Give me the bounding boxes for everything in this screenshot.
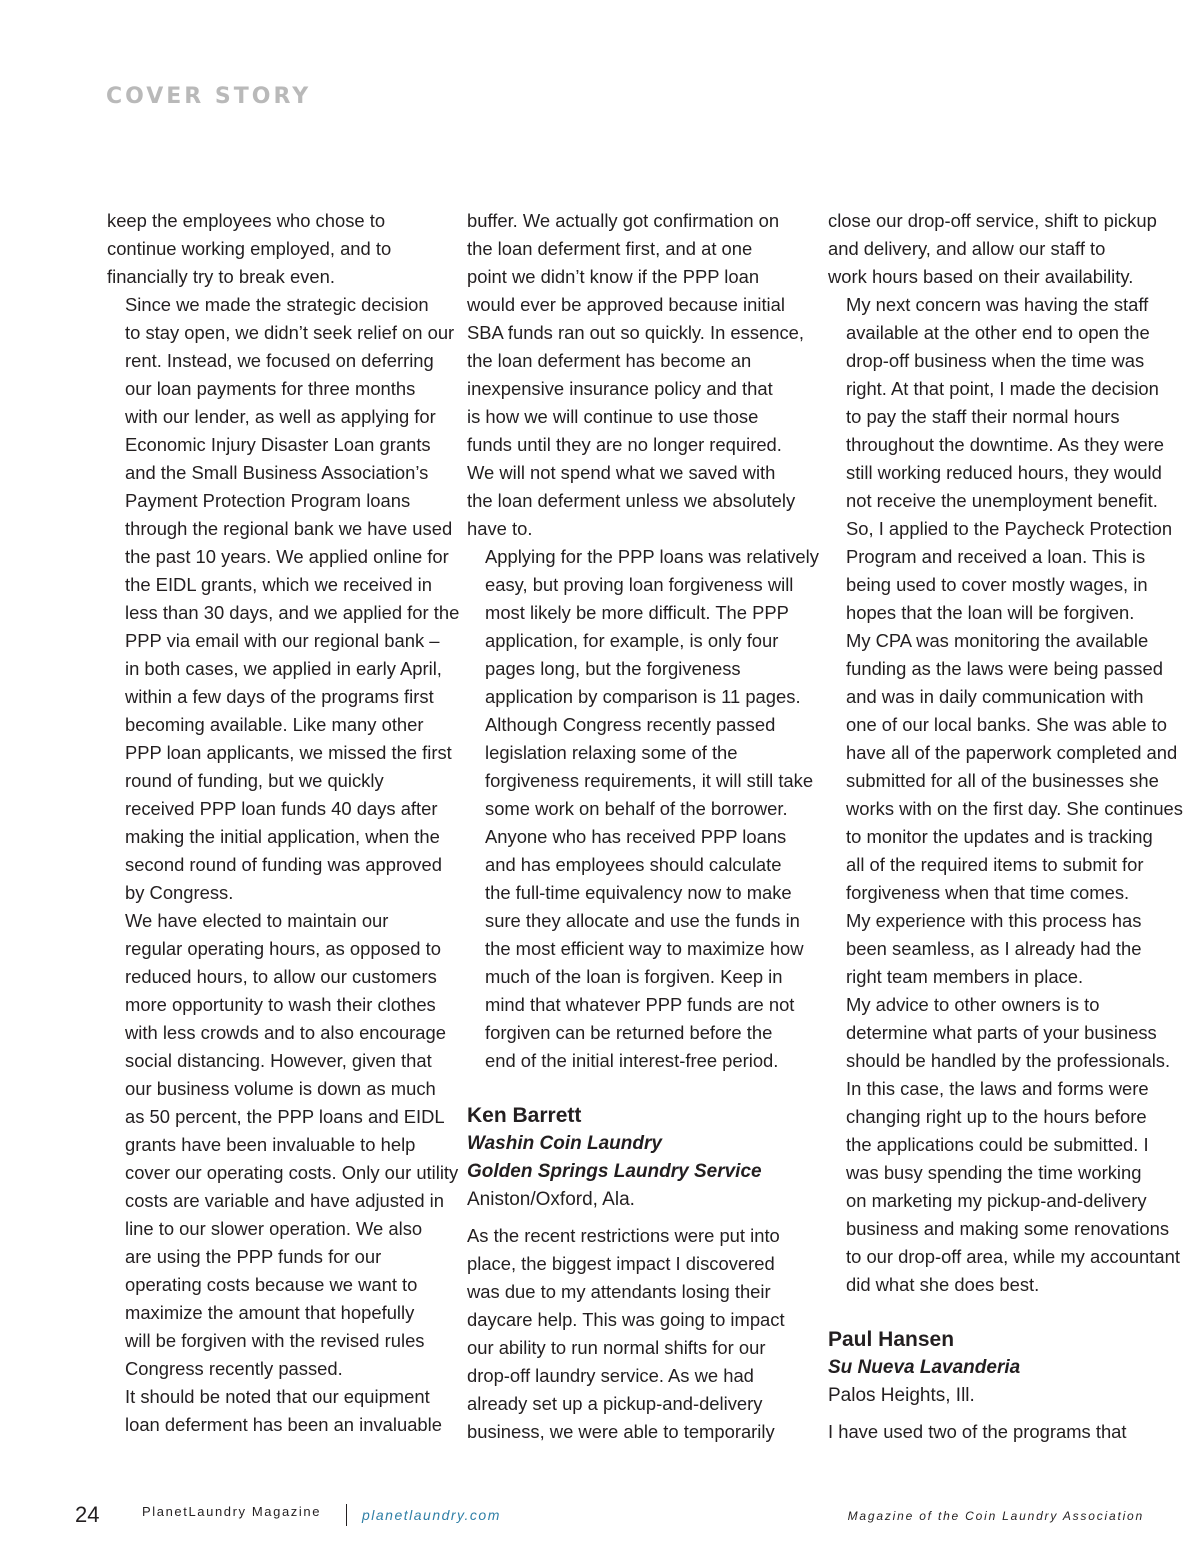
text-line: operating costs because we want to <box>125 1274 418 1295</box>
text-line: by Congress. <box>125 882 234 903</box>
text-line: have all of the paperwork completed and <box>846 742 1178 763</box>
text-line: PPP loan applicants, we missed the first <box>125 742 452 763</box>
text-line: Economic Injury Disaster Loan grants <box>125 434 431 455</box>
text-line: to stay open, we didn’t seek relief on our <box>125 322 455 343</box>
text-line: work hours based on their availability. <box>828 266 1134 287</box>
text-line: legislation relaxing some of the <box>485 742 738 763</box>
contributor-name: Ken Barrett <box>467 1104 582 1127</box>
contributor-bio-paul-hansen <box>828 1325 1153 1410</box>
text-line: inexpensive insurance policy and that <box>467 378 773 399</box>
text-line: still working reduced hours, they would <box>846 462 1162 483</box>
text-line: would ever be approved because initial <box>467 294 785 315</box>
text-line: It should be noted that our equipment <box>125 1386 430 1407</box>
text-line: forgiven can be returned before the <box>485 1022 773 1043</box>
paragraph <box>828 991 1180 1299</box>
text-line: to monitor the updates and is tracking <box>846 826 1153 847</box>
text-line: determine what parts of your business <box>846 1022 1157 1043</box>
text-line: some work on behalf of the borrower. <box>485 798 788 819</box>
text-line: reduced hours, to allow our customers <box>125 966 437 987</box>
text-line: continue working employed, and to <box>107 238 392 259</box>
text-line: sure they allocate and use the funds in <box>485 910 800 931</box>
paragraph <box>107 291 460 907</box>
paragraph <box>107 1383 442 1439</box>
text-line: hopes that the loan will be forgiven. <box>846 602 1135 623</box>
paragraph <box>467 543 819 823</box>
website-link[interactable]: planetlaundry.com <box>362 1507 501 1523</box>
text-line: with less crowds and to also encourage <box>125 1022 446 1043</box>
text-line: on marketing my pickup-and-delivery <box>846 1190 1147 1211</box>
paragraph <box>107 207 437 291</box>
text-line: costs are variable and have adjusted in <box>125 1190 444 1211</box>
text-line: My CPA was monitoring the available <box>846 630 1149 651</box>
text-line: So, I applied to the Paycheck Protection <box>846 518 1173 539</box>
contributor-name: Paul Hansen <box>828 1328 955 1351</box>
text-line: to our drop-off area, while my accountant <box>846 1246 1180 1267</box>
contributor-business: Golden Springs Laundry Service <box>467 1161 762 1182</box>
section-kicker: COVER STORY <box>106 84 312 109</box>
text-line: daycare help. This was going to impact <box>467 1309 785 1330</box>
text-line: easy, but proving loan forgiveness will <box>485 574 794 595</box>
contributor-location: Aniston/Oxford, Ala. <box>467 1189 635 1210</box>
text-line: My advice to other owners is to <box>846 994 1100 1015</box>
text-line: are using the PPP funds for our <box>125 1246 382 1267</box>
text-line: application, for example, is only four <box>485 630 779 651</box>
text-line: As the recent restrictions were put into <box>467 1225 780 1246</box>
text-line: will be forgiven with the revised rules <box>125 1330 425 1351</box>
text-line: Program and received a loan. This is <box>846 546 1146 567</box>
text-line: In this case, the laws and forms were <box>846 1078 1149 1099</box>
text-line: the loan deferment first, and at one <box>467 238 753 259</box>
text-line: to pay the staff their normal hours <box>846 406 1120 427</box>
text-line: Applying for the PPP loans was relatively <box>485 546 819 567</box>
paragraph <box>467 823 804 1075</box>
text-line: available at the other end to open the <box>846 322 1150 343</box>
contributor-business: Su Nueva Lavanderia <box>828 1357 1021 1378</box>
text-line: I have used two of the programs that <box>828 1421 1127 1442</box>
footer-divider <box>346 1504 347 1526</box>
contributor-location: Palos Heights, Ill. <box>828 1385 975 1406</box>
text-line: financially try to break even. <box>107 266 335 287</box>
text-line: forgiveness requirements, it will still take <box>485 770 814 791</box>
text-line: already set up a pickup-and-delivery <box>467 1393 763 1414</box>
paragraph <box>828 907 1153 991</box>
paragraph <box>828 291 1164 515</box>
text-line: close our drop-off service, shift to pickup <box>828 210 1157 231</box>
paragraph <box>107 907 459 1383</box>
text-line: line to our slower operation. We also <box>125 1218 423 1239</box>
page-footer <box>0 1500 1200 1530</box>
text-line: drop-off business when the time was <box>846 350 1145 371</box>
text-line: and the Small Business Association’s <box>125 462 429 483</box>
text-line: have to. <box>467 518 533 539</box>
paragraph <box>467 207 805 543</box>
text-line: forgiveness when that time comes. <box>846 882 1130 903</box>
text-line: in both cases, we applied in early April, <box>125 658 442 679</box>
text-line: mind that whatever PPP funds are not <box>485 994 795 1015</box>
text-line: most likely be more difficult. The PPP <box>485 602 789 623</box>
text-line: been seamless, as I already had the <box>846 938 1142 959</box>
paragraph <box>467 1222 797 1446</box>
text-line: Payment Protection Program loans <box>125 490 411 511</box>
text-line: right. At that point, I made the decision <box>846 378 1159 399</box>
paragraph <box>828 1418 1153 1446</box>
text-line: We have elected to maintain our <box>125 910 389 931</box>
text-line: submitted for all of the businesses she <box>846 770 1159 791</box>
page-number: 24 <box>75 1502 100 1527</box>
text-line: pages long, but the forgiveness <box>485 658 741 679</box>
text-line: being used to cover mostly wages, in <box>846 574 1148 595</box>
text-line: right team members in place. <box>846 966 1084 987</box>
text-line: one of our local banks. She was able to <box>846 714 1168 735</box>
text-line: Anyone who has received PPP loans <box>485 826 787 847</box>
text-line: regular operating hours, as opposed to <box>125 938 441 959</box>
text-line: with our lender, as well as applying for <box>125 406 436 427</box>
text-line: should be handled by the professionals. <box>846 1050 1171 1071</box>
text-line: business and making some renovations <box>846 1218 1170 1239</box>
text-line: rent. Instead, we focused on deferring <box>125 350 434 371</box>
article-column-3 <box>828 207 1183 1446</box>
text-line: received PPP loan funds 40 days after <box>125 798 438 819</box>
text-line: throughout the downtime. As they were <box>846 434 1164 455</box>
article-column-2 <box>467 207 819 1446</box>
text-line: business, we were able to temporarily <box>467 1421 775 1442</box>
text-line: our ability to run normal shifts for our <box>467 1337 766 1358</box>
text-line: round of funding, but we quickly <box>125 770 384 791</box>
paragraph <box>828 627 1183 907</box>
text-line: much of the loan is forgiven. Keep in <box>485 966 783 987</box>
text-line: keep the employees who chose to <box>107 210 386 231</box>
text-line: point we didn’t know if the PPP loan <box>467 266 760 287</box>
text-line: My next concern was having the staff <box>846 294 1149 315</box>
text-line: within a few days of the programs first <box>125 686 434 707</box>
text-line: cover our operating costs. Only our utility <box>125 1162 459 1183</box>
text-line: loan deferment has been an invaluable <box>125 1414 442 1435</box>
text-line: our loan payments for three months <box>125 378 416 399</box>
contributor-bio-ken-barrett <box>467 1101 797 1214</box>
text-line: the applications could be submitted. I <box>846 1134 1149 1155</box>
text-line: did what she does best. <box>846 1274 1040 1295</box>
text-line: the past 10 years. We applied online for <box>125 546 449 567</box>
text-line: is how we will continue to use those <box>467 406 759 427</box>
text-line: funding as the laws were being passed <box>846 658 1163 679</box>
text-line: not receive the unemployment benefit. <box>846 490 1158 511</box>
text-line: the loan deferment has become an <box>467 350 752 371</box>
text-line: social distancing. However, given that <box>125 1050 432 1071</box>
text-line: changing right up to the hours before <box>846 1106 1147 1127</box>
text-line: grants have been invaluable to help <box>125 1134 416 1155</box>
text-line: was busy spending the time working <box>846 1162 1142 1183</box>
contributor-business: Washin Coin Laundry <box>467 1133 662 1154</box>
text-line: the loan deferment unless we absolutely <box>467 490 796 511</box>
text-line: and has employees should calculate <box>485 854 782 875</box>
paragraph <box>828 515 1173 627</box>
text-line: place, the biggest impact I discovered <box>467 1253 775 1274</box>
text-line: making the initial application, when the <box>125 826 440 847</box>
text-line: was due to my attendants losing their <box>467 1281 771 1302</box>
text-line: SBA funds ran out so quickly. In essence, <box>467 322 805 343</box>
magazine-name: PlanetLaundry Magazine <box>142 1504 322 1519</box>
association-tagline: Magazine of the Coin Laundry Association <box>847 1509 1144 1523</box>
text-line: We will not spend what we saved with <box>467 462 776 483</box>
text-line: all of the required items to submit for <box>846 854 1144 875</box>
text-line: the most efficient way to maximize how <box>485 938 804 959</box>
text-line: Since we made the strategic decision <box>125 294 429 315</box>
text-line: funds until they are no longer required. <box>467 434 782 455</box>
text-line: maximize the amount that hopefully <box>125 1302 415 1323</box>
text-line: as 50 percent, the PPP loans and EIDL <box>125 1106 445 1127</box>
text-line: drop-off laundry service. As we had <box>467 1365 754 1386</box>
text-line: and delivery, and allow our staff to <box>828 238 1106 259</box>
text-line: our business volume is down as much <box>125 1078 436 1099</box>
article-column-1 <box>107 207 460 1439</box>
text-line: becoming available. Like many other <box>125 714 424 735</box>
text-line: end of the initial interest-free period. <box>485 1050 779 1071</box>
paragraph <box>828 207 1157 291</box>
text-line: the EIDL grants, which we received in <box>125 574 433 595</box>
text-line: PPP via email with our regional bank – <box>125 630 440 651</box>
text-line: application by comparison is 11 pages. <box>485 686 801 707</box>
text-line: through the regional bank we have used <box>125 518 453 539</box>
text-line: and was in daily communication with <box>846 686 1144 707</box>
text-line: the full-time equivalency now to make <box>485 882 792 903</box>
text-line: Congress recently passed. <box>125 1358 343 1379</box>
text-line: works with on the first day. She continues <box>846 798 1183 819</box>
text-line: My experience with this process has <box>846 910 1142 931</box>
text-line: more opportunity to wash their clothes <box>125 994 436 1015</box>
text-line: second round of funding was approved <box>125 854 442 875</box>
text-line: Although Congress recently passed <box>485 714 776 735</box>
text-line: buffer. We actually got confirmation on <box>467 210 780 231</box>
text-line: less than 30 days, and we applied for the <box>125 602 460 623</box>
